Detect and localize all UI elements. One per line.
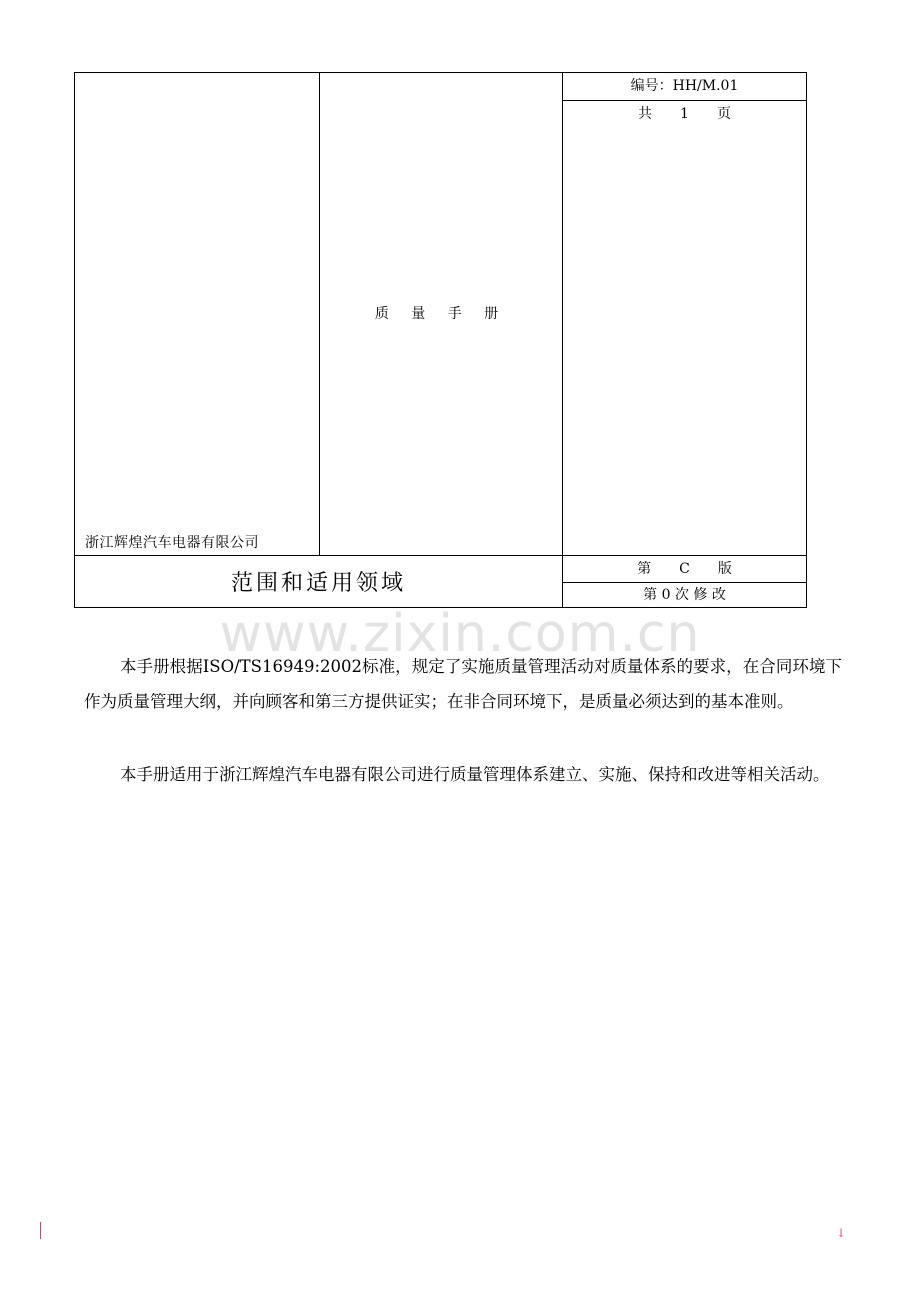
- header-table: [74, 72, 807, 608]
- company-cell: [74, 72, 320, 556]
- total-pages-cell: [562, 100, 807, 556]
- edition-cell: [562, 555, 807, 583]
- body-paragraph-2: 本手册适用于浙江辉煌汽车电器有限公司进行质量管理体系建立、实施、保持和改进等相关活动。: [120, 765, 830, 784]
- company-name: 浙江辉煌汽车电器有限公司: [85, 535, 259, 551]
- manual-title: 质 量 手 册: [374, 306, 508, 322]
- doc-number: 编号：HH/M.01: [630, 78, 739, 94]
- manual-title-cell: [319, 72, 563, 556]
- body-paragraph-1: 本手册根据ISO/TS16949:2002标准，规定了实施质量管理活动对质量体系的要求，在合同环境下作为质量管理大纲，并向顾客和第三方提供证实；在非合同环境下，是质量必须达到的基本准则。: [84, 657, 842, 711]
- section-title: 范围和适用领域: [230, 571, 406, 596]
- watermark: www.zixin.com.cn: [219, 604, 701, 664]
- revision: 第 0 次 修 改: [643, 587, 726, 603]
- total-pages: 共 1 页: [638, 106, 731, 122]
- doc-number-cell: [562, 72, 807, 101]
- page-end-mark: ↓: [836, 1226, 847, 1240]
- edition: 第 C 版: [637, 561, 732, 577]
- margin-mark-left: [40, 1222, 41, 1239]
- section-title-cell: [74, 555, 563, 608]
